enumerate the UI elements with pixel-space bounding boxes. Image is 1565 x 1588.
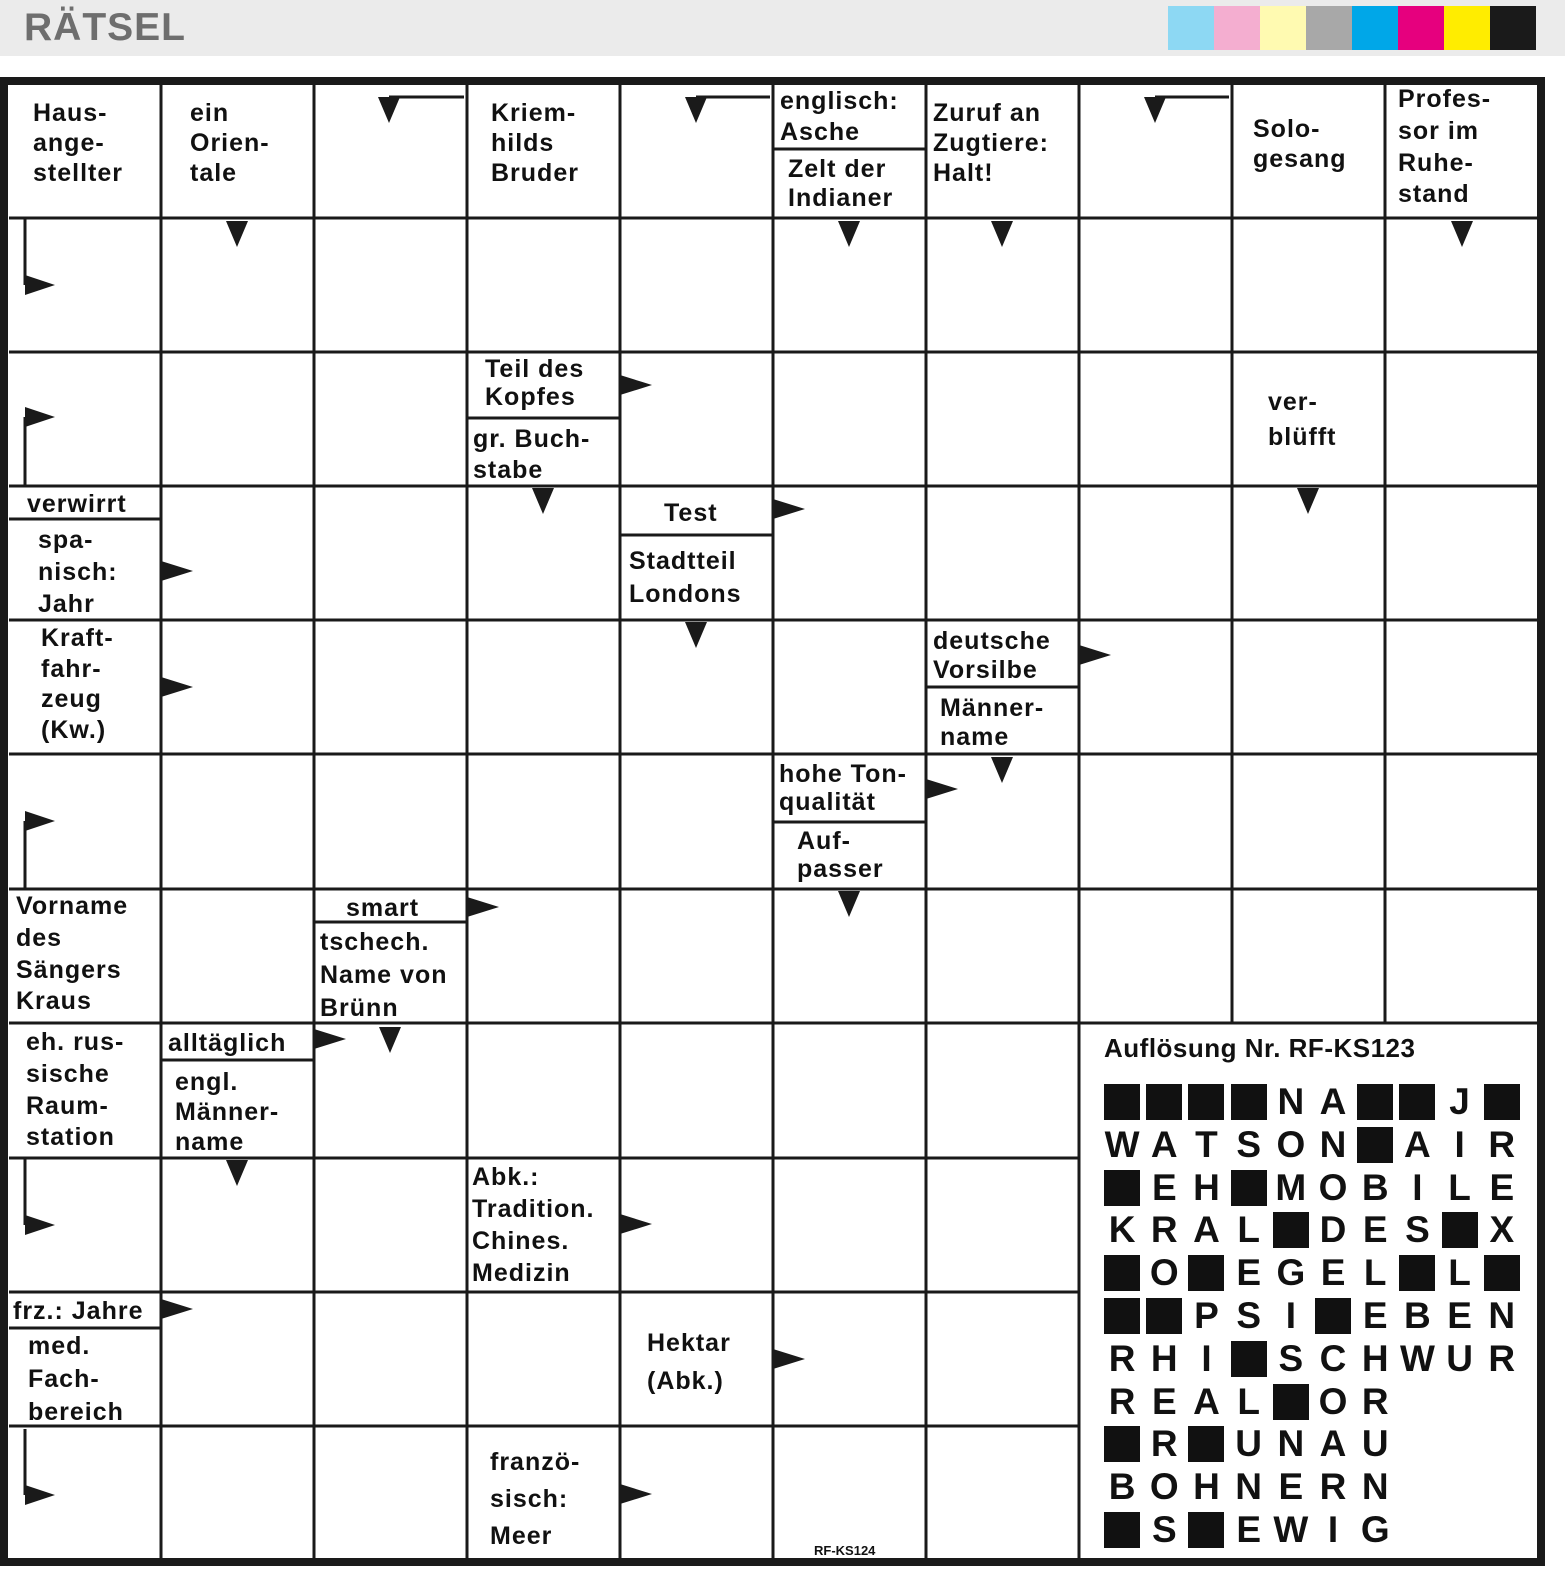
solution-black-cell bbox=[1185, 1082, 1227, 1122]
solution-letter: P bbox=[1194, 1295, 1219, 1336]
solution-letter: N bbox=[1361, 1466, 1389, 1508]
solution-letter: H bbox=[1361, 1337, 1389, 1379]
solution-letter: I bbox=[1412, 1166, 1423, 1208]
solution-letter: R bbox=[1319, 1466, 1347, 1508]
solution-letter: I bbox=[1285, 1295, 1296, 1336]
solution-letter: B bbox=[1361, 1166, 1389, 1208]
solution-letter: B bbox=[1108, 1466, 1136, 1508]
page-title: RÄTSEL bbox=[24, 6, 186, 49]
solution-letter: E bbox=[1278, 1466, 1304, 1508]
arrow-right-icon bbox=[314, 1029, 346, 1049]
solution-letter: A bbox=[1193, 1209, 1220, 1251]
arrow-right-icon bbox=[620, 375, 652, 395]
solution-black-cell bbox=[1185, 1424, 1227, 1464]
arrow-flag-icon bbox=[25, 1215, 55, 1235]
solution-row bbox=[1101, 1125, 1523, 1165]
solution-letter: N bbox=[1488, 1295, 1516, 1336]
solution-letter: L bbox=[1448, 1166, 1471, 1208]
arrow-down-icon bbox=[226, 1160, 248, 1186]
solution-letter: E bbox=[1447, 1295, 1472, 1336]
clue-englisch-asche: englisch: Asche bbox=[780, 87, 899, 147]
arrow-down-icon bbox=[379, 1027, 401, 1053]
clue-franz-meer: franzö- sisch: Meer bbox=[490, 1448, 581, 1550]
solution-row bbox=[1101, 1296, 1523, 1336]
clue-gr-buchstabe: gr. Buch- stabe bbox=[473, 425, 591, 485]
solution-letter: O bbox=[1276, 1123, 1306, 1165]
arrow-right-icon bbox=[467, 897, 499, 917]
solution-letter: R bbox=[1488, 1337, 1516, 1379]
solution-row bbox=[1101, 1168, 1523, 1208]
solution-letter: X bbox=[1489, 1209, 1515, 1251]
arrow-down-icon bbox=[1451, 221, 1473, 247]
solution-letter: U bbox=[1446, 1337, 1473, 1379]
clue-stadtteil-londons: Stadtteil Londons bbox=[629, 547, 742, 608]
solution-letter: S bbox=[1151, 1509, 1177, 1550]
clue-hektar: Hektar (Abk.) bbox=[647, 1329, 731, 1395]
solution-letter: A bbox=[1319, 1081, 1347, 1122]
clue-smart: smart bbox=[346, 894, 420, 922]
clue-zuruf-zugtiere: Zuruf an Zugtiere: Halt! bbox=[933, 99, 1049, 187]
clue-aufpasser: Auf- passer bbox=[797, 827, 884, 883]
solution-black-cell bbox=[1185, 1510, 1227, 1550]
arrow-right-icon bbox=[620, 1214, 652, 1234]
solution-letter: H bbox=[1193, 1466, 1220, 1508]
solution-black-cell bbox=[1228, 1082, 1270, 1122]
color-swatch bbox=[1214, 6, 1260, 50]
solution-letter: O bbox=[1149, 1252, 1179, 1294]
solution-black-cell bbox=[1101, 1510, 1143, 1550]
clue-tschech-bruenn: tschech. Name von Brünn bbox=[320, 928, 448, 1022]
solution-black-cell bbox=[1101, 1296, 1143, 1336]
solution-black-cell bbox=[1439, 1210, 1481, 1250]
arrow-down-icon bbox=[226, 221, 248, 247]
solution-black-cell bbox=[1396, 1082, 1438, 1122]
solution-row bbox=[1101, 1253, 1523, 1293]
arrow-flag-icon bbox=[25, 811, 55, 831]
solution-letter: I bbox=[1327, 1509, 1339, 1550]
clue-zelt-der-indianer: Zelt der Indianer bbox=[788, 155, 894, 212]
arrow-flag-icon bbox=[25, 275, 55, 295]
solution-letter: T bbox=[1195, 1123, 1218, 1165]
solution-letter: D bbox=[1319, 1209, 1347, 1251]
arrow-down-icon bbox=[685, 622, 707, 648]
clue-professor-ruhestand: Profes- sor im Ruhe- stand bbox=[1398, 85, 1492, 209]
arrow-down-icon bbox=[1297, 488, 1319, 514]
solution-letter: A bbox=[1193, 1380, 1220, 1422]
clue-maennername: Männer- name bbox=[940, 694, 1045, 752]
solution-letter: L bbox=[1363, 1252, 1387, 1294]
solution-letter: R bbox=[1488, 1123, 1516, 1165]
solution-letter: A bbox=[1319, 1423, 1347, 1465]
solution-letter: A bbox=[1404, 1123, 1431, 1165]
clue-vorname-saenger: Vorname des Sängers Kraus bbox=[16, 892, 129, 1016]
solution-black-cell bbox=[1354, 1082, 1396, 1122]
solution-letter: U bbox=[1361, 1423, 1389, 1465]
solution-letter: R bbox=[1361, 1380, 1389, 1422]
solution-letter: C bbox=[1319, 1337, 1347, 1379]
solution-letter: E bbox=[1236, 1252, 1261, 1294]
solution-letter: O bbox=[1149, 1466, 1179, 1508]
solution-row bbox=[1101, 1424, 1396, 1464]
clue-ein-orientale: ein Orien- tale bbox=[190, 99, 270, 187]
solution-letter: R bbox=[1150, 1209, 1178, 1251]
solution-letter: U bbox=[1235, 1423, 1263, 1465]
solution-black-cell bbox=[1270, 1210, 1312, 1250]
color-swatch bbox=[1352, 6, 1398, 50]
solution-black-cell bbox=[1228, 1168, 1270, 1208]
solution-letter: K bbox=[1108, 1209, 1136, 1251]
solution-letter: W bbox=[1273, 1509, 1309, 1550]
solution-black-cell bbox=[1312, 1296, 1354, 1336]
solution-letter: E bbox=[1362, 1295, 1388, 1336]
arrow-flag-icon bbox=[25, 1485, 55, 1505]
solution-letter: J bbox=[1449, 1081, 1470, 1122]
clue-spanisch-jahr: spa- nisch: Jahr bbox=[38, 526, 118, 618]
clue-frz-jahre: frz.: Jahre bbox=[13, 1297, 144, 1325]
arrow-down-icon bbox=[532, 488, 554, 514]
solution-letter: B bbox=[1404, 1295, 1431, 1336]
color-swatch bbox=[1260, 6, 1306, 50]
solution-black-cell bbox=[1270, 1382, 1312, 1422]
solution-letter: M bbox=[1275, 1166, 1307, 1208]
clue-kraftfahrzeug: Kraft- fahr- zeug (Kw.) bbox=[41, 624, 114, 744]
arrow-down-icon bbox=[991, 757, 1013, 783]
solution-black-cell bbox=[1143, 1296, 1185, 1336]
solution-letter: N bbox=[1277, 1081, 1305, 1122]
arrow-corner-icon bbox=[1144, 97, 1166, 123]
clue-verbluefft: ver- blüfft bbox=[1268, 388, 1337, 451]
arrow-flag-icon bbox=[25, 407, 55, 427]
solution-letter: R bbox=[1108, 1380, 1136, 1422]
solution-letter: R bbox=[1108, 1337, 1136, 1379]
color-swatch bbox=[1398, 6, 1444, 50]
solution-black-cell bbox=[1396, 1253, 1438, 1293]
arrow-down-icon bbox=[838, 221, 860, 247]
arrow-right-icon bbox=[1079, 645, 1111, 665]
solution-letter: S bbox=[1278, 1337, 1304, 1379]
solution-black-cell bbox=[1228, 1339, 1270, 1379]
solution-letter: N bbox=[1277, 1423, 1305, 1465]
solution-black-cell bbox=[1101, 1424, 1143, 1464]
solution-row bbox=[1101, 1467, 1396, 1507]
solution-letter: E bbox=[1489, 1166, 1515, 1208]
solution-row bbox=[1101, 1082, 1523, 1122]
solution-black-cell bbox=[1101, 1168, 1143, 1208]
solution-letter: E bbox=[1320, 1252, 1346, 1294]
clue-med-fachbereich: med. Fach- bereich bbox=[28, 1332, 124, 1426]
solution-letter: E bbox=[1151, 1380, 1177, 1422]
solution-black-cell bbox=[1481, 1253, 1523, 1293]
solution-black-cell bbox=[1143, 1082, 1185, 1122]
solution-black-cell bbox=[1185, 1253, 1227, 1293]
arrow-corner-icon bbox=[378, 97, 400, 123]
color-swatch bbox=[1444, 6, 1490, 50]
solution-letter: R bbox=[1150, 1423, 1178, 1465]
arrow-right-icon bbox=[161, 561, 193, 581]
color-swatch bbox=[1306, 6, 1352, 50]
solution-letter: O bbox=[1318, 1380, 1348, 1422]
solution-letter: N bbox=[1319, 1123, 1347, 1165]
solution-letter: I bbox=[1201, 1337, 1212, 1379]
solution-letter: I bbox=[1454, 1123, 1465, 1165]
clue-hausangestellter: Haus- ange- stellter bbox=[33, 99, 123, 187]
solution-row bbox=[1101, 1382, 1396, 1422]
solution-letter: L bbox=[1237, 1380, 1260, 1422]
solution-title: Auflösung Nr. RF-KS123 bbox=[1104, 1033, 1416, 1063]
solution-letter: O bbox=[1318, 1166, 1348, 1208]
solution-letter: H bbox=[1150, 1337, 1178, 1379]
clue-verwirrt: verwirrt bbox=[27, 490, 127, 518]
solution-letter: A bbox=[1150, 1123, 1178, 1165]
solution-letter: W bbox=[1399, 1337, 1435, 1379]
solution-letter: G bbox=[1276, 1252, 1306, 1294]
color-swatches bbox=[1168, 6, 1536, 50]
solution-letter: E bbox=[1362, 1209, 1388, 1251]
solution-letter: S bbox=[1405, 1209, 1430, 1251]
solution-black-cell bbox=[1101, 1082, 1143, 1122]
solution-letter: H bbox=[1193, 1166, 1220, 1208]
solution-letter: L bbox=[1237, 1209, 1260, 1251]
color-swatch bbox=[1168, 6, 1214, 50]
solution-letter: L bbox=[1448, 1252, 1471, 1294]
arrow-down-icon bbox=[838, 891, 860, 917]
arrow-right-icon bbox=[773, 1349, 805, 1369]
clue-hohe-tonqualitaet: hohe Ton- qualität bbox=[779, 760, 907, 816]
clue-teil-des-kopfes: Teil des Kopfes bbox=[485, 355, 585, 411]
arrow-right-icon bbox=[161, 677, 193, 697]
arrow-right-icon bbox=[773, 499, 805, 519]
clue-engl-maennername: engl. Männer- name bbox=[175, 1068, 280, 1156]
clue-tcm: Abk.: Tradition. Chines. Medizin bbox=[472, 1163, 595, 1287]
clue-eh-raumstation: eh. rus- sische Raum- station bbox=[26, 1028, 125, 1152]
clue-test: Test bbox=[664, 499, 718, 527]
solution-row bbox=[1101, 1210, 1523, 1250]
solution-black-cell bbox=[1354, 1125, 1396, 1165]
arrow-right-icon bbox=[161, 1299, 193, 1319]
color-swatch bbox=[1490, 6, 1536, 50]
solution-letter: E bbox=[1236, 1509, 1261, 1550]
solution-letter: N bbox=[1235, 1466, 1263, 1508]
solution-letter: E bbox=[1151, 1166, 1177, 1208]
solution-black-cell bbox=[1101, 1253, 1143, 1293]
solution-row bbox=[1101, 1510, 1396, 1550]
arrow-corner-icon bbox=[685, 97, 707, 123]
clue-sologesang: Solo- gesang bbox=[1253, 115, 1347, 173]
clue-deutsche-vorsilbe: deutsche Vorsilbe bbox=[933, 627, 1051, 684]
solution-letter: W bbox=[1104, 1123, 1140, 1165]
solution-letter: S bbox=[1236, 1295, 1261, 1336]
solution-black-cell bbox=[1481, 1082, 1523, 1122]
solution-row bbox=[1101, 1339, 1523, 1379]
clue-alltaeglich: alltäglich bbox=[168, 1029, 287, 1057]
arrow-down-icon bbox=[991, 221, 1013, 247]
puzzle-code: RF-KS124 bbox=[814, 1543, 876, 1558]
solution-letter: G bbox=[1360, 1509, 1390, 1550]
arrow-right-icon bbox=[620, 1484, 652, 1504]
arrow-right-icon bbox=[926, 779, 958, 799]
clue-kriemhilds-bruder: Kriem- hilds Bruder bbox=[491, 99, 579, 187]
solution-letter: S bbox=[1236, 1123, 1261, 1165]
